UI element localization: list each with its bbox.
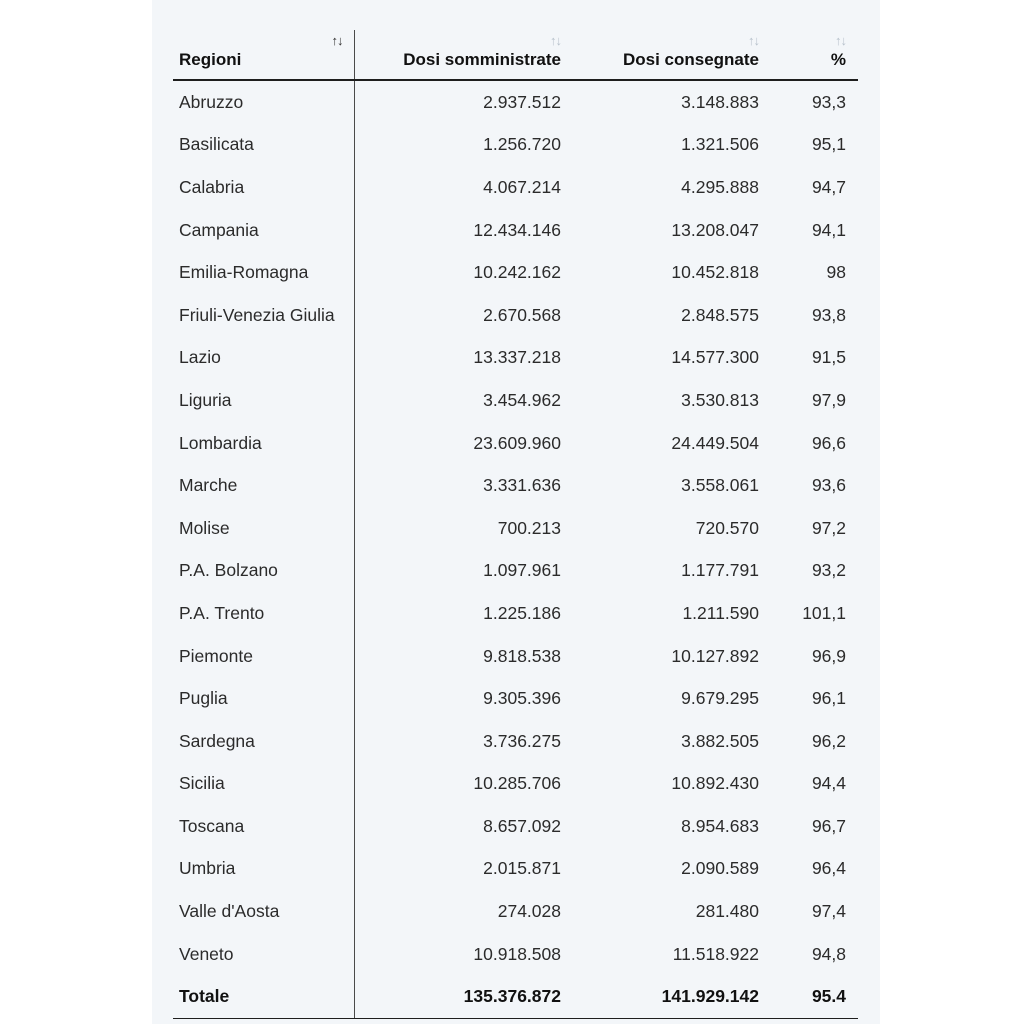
cell-delivered: 281.480 [695, 901, 759, 922]
cell-region: Sicilia [173, 763, 354, 806]
cell-percent: 97,2 [811, 517, 846, 538]
cell-administered: 9.305.396 [483, 688, 561, 709]
cell-delivered: 9.679.295 [681, 688, 759, 709]
cell-percent: 96,4 [811, 858, 846, 879]
cell-percent: 94,7 [811, 176, 846, 197]
cell-region: Basilicata [173, 124, 354, 167]
sort-icon[interactable]: ↑↓ [835, 33, 846, 48]
cell-percent: 98 [826, 262, 846, 283]
table-row [173, 592, 858, 635]
cell-delivered: 3.558.061 [681, 475, 759, 496]
column-header-percent[interactable] [771, 30, 858, 80]
table-body [173, 80, 858, 1019]
table-row [173, 464, 858, 507]
cell-administered: 12.434.146 [473, 219, 561, 240]
sort-icon[interactable]: ↑↓ [748, 33, 759, 48]
cell-administered: 9.818.538 [483, 645, 561, 666]
cell-delivered: 10.892.430 [671, 773, 759, 794]
cell-administered: 2.670.568 [483, 304, 561, 325]
cell-region: Calabria [173, 166, 354, 209]
table-row [173, 124, 858, 167]
table-row [173, 166, 858, 209]
column-header-label: Dosi consegnate [622, 50, 759, 69]
cell-percent: 93,2 [811, 560, 846, 581]
vaccine-doses-table [173, 30, 858, 1019]
table-row [173, 720, 858, 763]
cell-percent: 94,8 [811, 943, 846, 964]
cell-delivered: 24.449.504 [671, 432, 759, 453]
cell-administered: 4.067.214 [483, 176, 561, 197]
cell-administered: 2.937.512 [483, 91, 561, 112]
cell-administered: 1.225.186 [483, 602, 561, 623]
cell-percent: 96,7 [811, 815, 846, 836]
cell-percent: 96,9 [811, 645, 846, 666]
cell-administered: 700.213 [497, 517, 561, 538]
cell-percent: 93,6 [811, 475, 846, 496]
cell-delivered: 10.127.892 [671, 645, 759, 666]
cell-delivered: 720.570 [695, 517, 759, 538]
cell-percent: 96,2 [811, 730, 846, 751]
cell-delivered: 8.954.683 [681, 815, 759, 836]
cell-percent: 97,4 [811, 901, 846, 922]
table-row [173, 251, 858, 294]
table-row [173, 80, 858, 124]
cell-region: Piemonte [173, 635, 354, 678]
cell-delivered: 1.177.791 [681, 560, 759, 581]
table-row [173, 550, 858, 593]
cell-percent: 95,1 [811, 134, 846, 155]
table-header [173, 30, 858, 80]
cell-delivered: 3.148.883 [681, 91, 759, 112]
column-header-label: % [830, 50, 846, 69]
cell-percent: 93,8 [811, 304, 846, 325]
cell-administered: 10.242.162 [473, 262, 561, 283]
cell-delivered: 14.577.300 [671, 347, 759, 368]
cell-region: Molise [173, 507, 354, 550]
cell-region: Marche [173, 464, 354, 507]
cell-region: Totale [173, 975, 354, 1018]
cell-administered: 3.454.962 [483, 389, 561, 410]
cell-region: Sardegna [173, 720, 354, 763]
sort-icon[interactable]: ↑↓ [331, 33, 343, 48]
cell-percent: 97,9 [811, 389, 846, 410]
table-row [173, 337, 858, 380]
table-row [173, 379, 858, 422]
cell-region: Emilia-Romagna [173, 251, 354, 294]
cell-percent: 101,1 [802, 602, 846, 623]
cell-region: Campania [173, 209, 354, 252]
cell-region: Puglia [173, 677, 354, 720]
cell-delivered: 3.530.813 [681, 389, 759, 410]
cell-region: Lombardia [173, 422, 354, 465]
cell-administered: 1.256.720 [483, 134, 561, 155]
sort-icon[interactable]: ↑↓ [550, 33, 561, 48]
cell-region: Liguria [173, 379, 354, 422]
cell-delivered: 13.208.047 [671, 219, 759, 240]
cell-percent: 96,1 [811, 688, 846, 709]
column-header-label: Regioni [179, 50, 242, 69]
cell-percent: 91,5 [811, 347, 846, 368]
cell-delivered: 1.211.590 [682, 602, 759, 623]
cell-administered: 23.609.960 [473, 432, 561, 453]
table-row [173, 677, 858, 720]
cell-percent: 94,4 [811, 773, 846, 794]
cell-administered: 135.376.872 [354, 975, 573, 1018]
cell-percent: 93,3 [811, 91, 846, 112]
table-total-row [173, 975, 858, 1018]
table-row [173, 933, 858, 976]
table-row [173, 635, 858, 678]
cell-administered: 13.337.218 [473, 347, 561, 368]
column-header-label: Dosi somministrate [403, 50, 561, 69]
cell-percent: 95.4 [771, 975, 858, 1018]
column-header-administered[interactable] [354, 30, 573, 80]
cell-administered: 10.918.508 [473, 943, 561, 964]
table-row [173, 805, 858, 848]
cell-region: Valle d'Aosta [173, 890, 354, 933]
cell-delivered: 2.848.575 [681, 304, 759, 325]
table-row [173, 294, 858, 337]
cell-delivered: 2.090.589 [681, 858, 759, 879]
cell-region: Lazio [173, 337, 354, 380]
cell-percent: 96,6 [811, 432, 846, 453]
column-header-region[interactable] [173, 30, 354, 80]
table-row [173, 422, 858, 465]
cell-administered: 2.015.871 [483, 858, 561, 879]
cell-delivered: 1.321.506 [681, 134, 759, 155]
column-header-delivered[interactable] [573, 30, 771, 80]
cell-region: Veneto [173, 933, 354, 976]
cell-administered: 10.285.706 [473, 773, 561, 794]
table-row [173, 848, 858, 891]
cell-administered: 274.028 [497, 901, 561, 922]
cell-region: Friuli-Venezia Giulia [173, 294, 354, 337]
table-row [173, 890, 858, 933]
cell-region: P.A. Trento [173, 592, 354, 635]
table-panel [152, 0, 880, 1024]
table-row [173, 209, 858, 252]
table-row [173, 763, 858, 806]
cell-percent: 94,1 [811, 219, 846, 240]
cell-administered: 8.657.092 [483, 815, 561, 836]
cell-delivered: 3.882.505 [681, 730, 759, 751]
cell-delivered: 11.518.922 [672, 943, 759, 964]
cell-administered: 3.736.275 [483, 730, 561, 751]
cell-delivered: 10.452.818 [671, 262, 759, 283]
cell-region: Umbria [173, 848, 354, 891]
table-row [173, 507, 858, 550]
cell-administered: 1.097.961 [483, 560, 561, 581]
cell-region: Toscana [173, 805, 354, 848]
cell-delivered: 141.929.142 [573, 975, 771, 1018]
cell-administered: 3.331.636 [483, 475, 561, 496]
cell-delivered: 4.295.888 [681, 176, 759, 197]
cell-region: Abruzzo [173, 80, 354, 124]
cell-region: P.A. Bolzano [173, 550, 354, 593]
